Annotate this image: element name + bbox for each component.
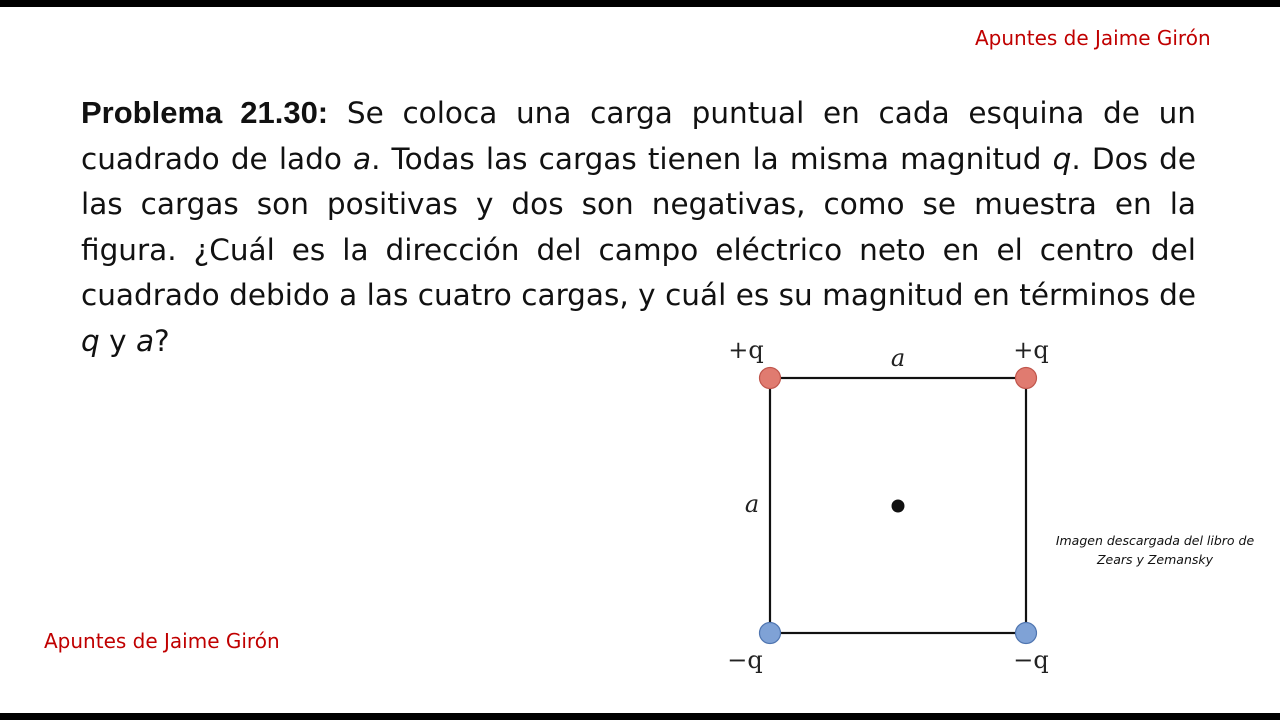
label-top-left-charge: +q xyxy=(728,336,764,364)
center-point xyxy=(892,500,905,513)
label-bottom-left-charge: −q xyxy=(727,646,763,674)
label-bottom-right-charge: −q xyxy=(1013,646,1049,674)
label-side-left: a xyxy=(744,490,760,518)
charge-bottom-left xyxy=(760,623,781,644)
charge-top-left xyxy=(760,368,781,389)
problem-text-segment-italic: a xyxy=(135,323,155,358)
label-top-right-charge: +q xyxy=(1013,336,1049,364)
charge-bottom-right xyxy=(1016,623,1037,644)
problem-text-segment: y xyxy=(99,323,136,358)
problem-text-segment-italic: q xyxy=(1052,141,1072,176)
problem-text-segment: . Todas las cargas tienen la misma magnitud xyxy=(371,141,1053,176)
problem-text-segment-italic: a xyxy=(352,141,372,176)
problem-text-segment: Se coloca una carga puntual en cada esquina de un cuadrado de lado xyxy=(81,96,1196,176)
image-source-note: Imagen descargada del libro de Zears y Zemansky xyxy=(1055,533,1255,567)
label-side-top: a xyxy=(890,344,906,372)
charge-top-right xyxy=(1016,368,1037,389)
header-credit: Apuntes de Jaime Girón xyxy=(975,26,1211,50)
problem-text-segment-italic: q xyxy=(81,323,100,358)
problem-text-segment: . Dos de las cargas son positivas y dos son negativas, como se muestra en la figura. ¿Cuál es la dirección del campo eléctrico neto en el centro del cuadrado debido a las cuatro cargas, y cuál es su magnitud en términos de xyxy=(81,141,1196,312)
bottom-border-bar xyxy=(0,713,1280,720)
problem-text-segment: ? xyxy=(154,323,170,358)
footer-credit: Apuntes de Jaime Girón xyxy=(44,629,280,653)
problem-label: Problema 21.30: xyxy=(81,95,329,130)
